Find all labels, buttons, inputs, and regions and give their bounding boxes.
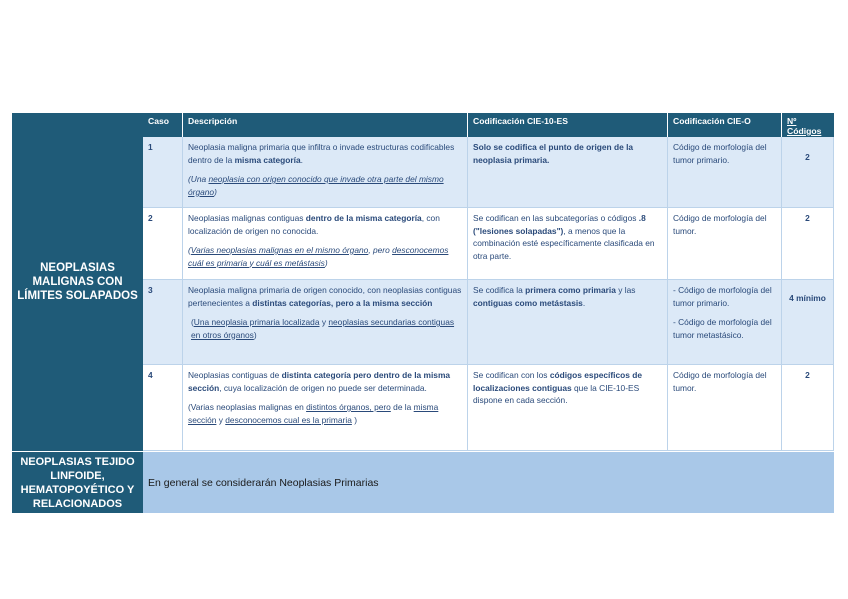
row1-codigos: 2 xyxy=(782,137,834,208)
row3-codigos: 4 mínimo xyxy=(782,280,834,365)
row1-caso: 1 xyxy=(143,137,183,208)
row4-caso: 4 xyxy=(143,365,183,451)
row3-cieo: - Código de morfología del tumor primario. - Código de morfología del tumor metastásico. xyxy=(668,280,782,365)
row-group-label-linfoide: NEOPLASIAS TEJIDO LINFOIDE, HEMATOPOYÉTICO Y RELACIONADOS xyxy=(12,452,143,513)
header-cieo: Codificación CIE-O xyxy=(668,113,781,137)
classification-table xyxy=(12,113,834,513)
row2-cieo: Código de morfología del tumor. xyxy=(668,208,782,280)
row1-descripcion: Neoplasia maligna primaria que infiltra o invade estructuras codificables dentro de la misma categoría. (Una neoplasia con origen conocido que invade otra parte del mismo órgano) xyxy=(183,137,468,208)
row2-codigos: 2 xyxy=(782,208,834,280)
row2-descripcion: Neoplasias malignas contiguas dentro de la misma categoría, con localización de origen no conocida. (Varias neoplasias malignas en el mismo órgano, pero desconocemos cuál es primaria y cuál es metástasis) xyxy=(183,208,468,280)
row3-descripcion: Neoplasia maligna primaria de origen conocido, con neoplasias contiguas pertenecientes a distintas categorías, pero a la misma sección (Una neoplasia primaria localizada y neoplasias secundarias contiguas en otros órganos) xyxy=(183,280,468,365)
row4-cieo: Código de morfología del tumor. xyxy=(668,365,782,451)
table-grid xyxy=(143,113,834,451)
linfoide-note: En general se considerarán Neoplasias Primarias xyxy=(143,452,834,513)
header-caso: Caso xyxy=(143,113,182,137)
row3-cie10: Se codifica la primera como primaria y las contiguas como metástasis. xyxy=(468,280,668,365)
row1-cieo: Código de morfología del tumor primario. xyxy=(668,137,782,208)
row1-cie10: Solo se codifica el punto de origen de la neoplasia primaria. xyxy=(468,137,668,208)
row4-descripcion: Neoplasias contiguas de distinta categoría pero dentro de la misma sección, cuya localización de origen no puede ser determinada. (Varias neoplasias malignas en distintos órganos, pero de la misma sección y desconocemos cual es la primaria ) xyxy=(183,365,468,451)
row3-caso: 3 xyxy=(143,280,183,365)
row-group-label-solapados: NEOPLASIAS MALIGNAS CON LÍMITES SOLAPADOS xyxy=(12,113,143,451)
row4-cie10: Se codifican con los códigos específicos de localizaciones contiguas que la CIE-10-ES dispone en cada sección. xyxy=(468,365,668,451)
header-cie10: Codificación CIE-10-ES xyxy=(468,113,667,137)
row2-caso: 2 xyxy=(143,208,183,280)
header-codigos: Nº Códigos xyxy=(782,113,834,137)
header-descripcion: Descripción xyxy=(183,113,467,137)
row4-codigos: 2 xyxy=(782,365,834,451)
row2-cie10: Se codifican en las subcategorías o códigos .8 ("lesiones solapadas"), a menos que la combinación esté específicamente clasificada en otra parte. xyxy=(468,208,668,280)
